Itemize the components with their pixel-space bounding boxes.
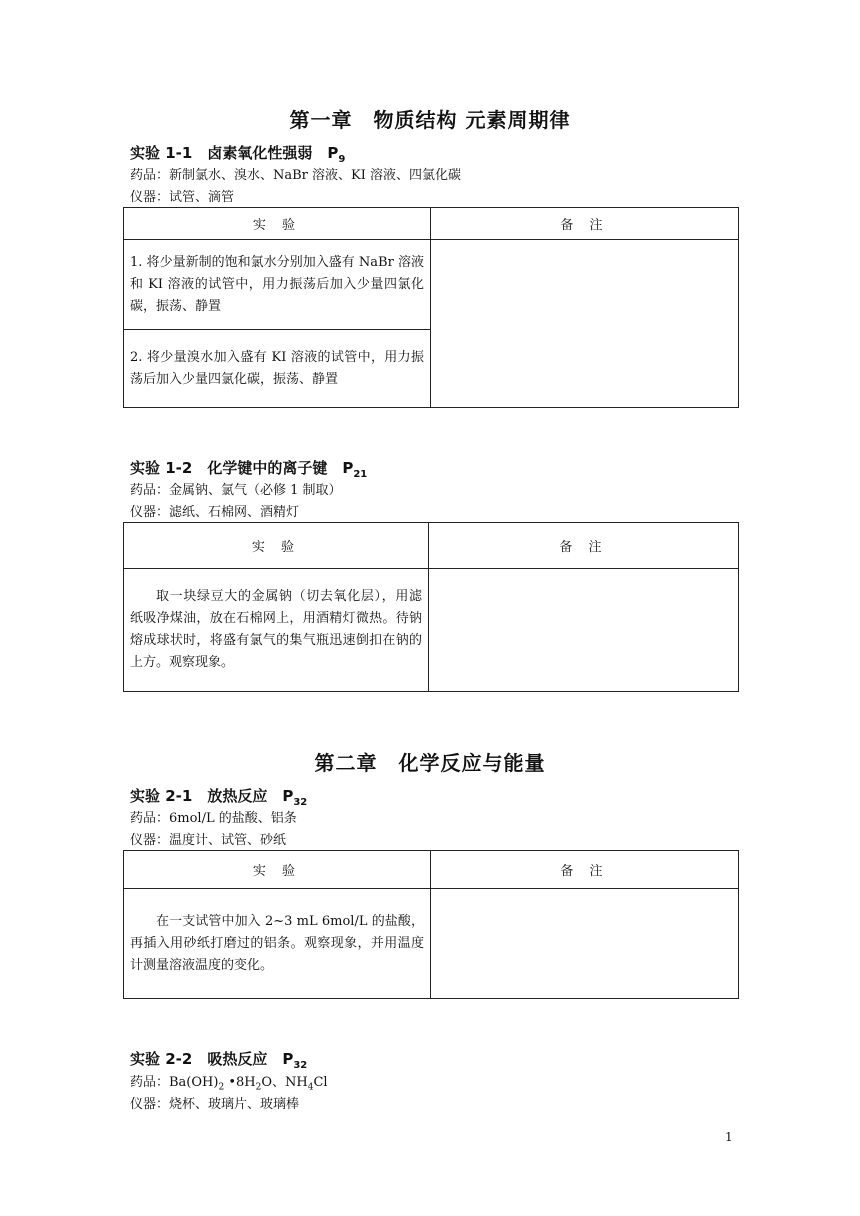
chapter-2-title: 第二章 化学反应与能量 xyxy=(314,751,546,775)
experiment-2-1-table xyxy=(123,850,739,999)
experiment-2-2-instruments: 仪器：烧杯、玻璃片、玻璃棒 xyxy=(130,1097,300,1112)
column-header-experiment: 实 验 xyxy=(124,523,429,569)
experiment-1-1-title: 实验 1-1 卤素氧化性强弱 $P_9$ xyxy=(130,144,346,165)
experiment-step: 取一块绿豆大的金属钠（切去氧化层），用滤纸吸净煤油，放在石棉网上，用酒精灯微热。待钠熔成球状时，将盛有氯气的集气瓶迅速倒扣在钠的上方。观察现象。 xyxy=(130,589,422,670)
experiment-2-2-drugs: 药品：$Ba(OH)_2$ $•8H_2O$、$NH_4Cl$ xyxy=(130,1075,328,1093)
notes-cell xyxy=(431,240,739,408)
experiment-step: 2. 将少量溴水加入盛有 KI 溶液的试管中，用力振荡后加入少量四氯化碳，振荡、静置 xyxy=(130,349,424,387)
experiment-2-1-title: 实验 2-1 放热反应 $P_{32}$ xyxy=(130,787,308,808)
experiment-1-1-table xyxy=(123,207,739,408)
experiment-1-1-instruments: 仪器：试管、滴管 xyxy=(130,190,235,205)
column-header-notes: 备 注 xyxy=(429,523,739,569)
column-header-notes: 备 注 xyxy=(431,851,739,889)
experiment-step: 1. 将少量新制的饱和氯水分别加入盛有 NaBr 溶液和 KI 溶液的试管中，用力振荡后加入少量四氯化碳，振荡、静置 xyxy=(130,254,424,314)
column-header-notes: 备 注 xyxy=(431,208,739,240)
chapter-1-title: 第一章 物质结构 元素周期律 xyxy=(289,108,571,132)
page-number: 1 xyxy=(725,1130,733,1144)
experiment-2-1-drugs: 药品：6mol/L 的盐酸、铝条 xyxy=(130,811,297,826)
column-header-experiment: 实 验 xyxy=(124,851,431,889)
column-header-experiment: 实 验 xyxy=(124,208,431,240)
experiment-1-1-drugs: 药品：新制氯水、溴水、NaBr 溶液、KI 溶液、四氯化碳 xyxy=(130,168,462,183)
experiment-step: 在一支试管中加入 2~3 mL 6mol/L 的盐酸，再插入用砂纸打磨过的铝条。观察现象，并用温度计测量溶液温度的变化。 xyxy=(130,913,424,973)
experiment-2-1-instruments: 仪器：温度计、试管、砂纸 xyxy=(130,833,287,848)
notes-cell xyxy=(431,889,739,999)
experiment-1-2-drugs: 药品：金属钠、氯气（必修 1 制取） xyxy=(130,483,342,498)
experiment-1-2-title: 实验 1-2 化学键中的离子键 $P_{21}$ xyxy=(130,459,368,480)
experiment-1-2-instruments: 仪器：滤纸、石棉网、酒精灯 xyxy=(130,505,300,520)
notes-cell xyxy=(429,569,739,692)
experiment-1-2-table xyxy=(123,522,739,692)
experiment-2-2-title: 实验 2-2 吸热反应 $P_{32}$ xyxy=(130,1050,308,1071)
